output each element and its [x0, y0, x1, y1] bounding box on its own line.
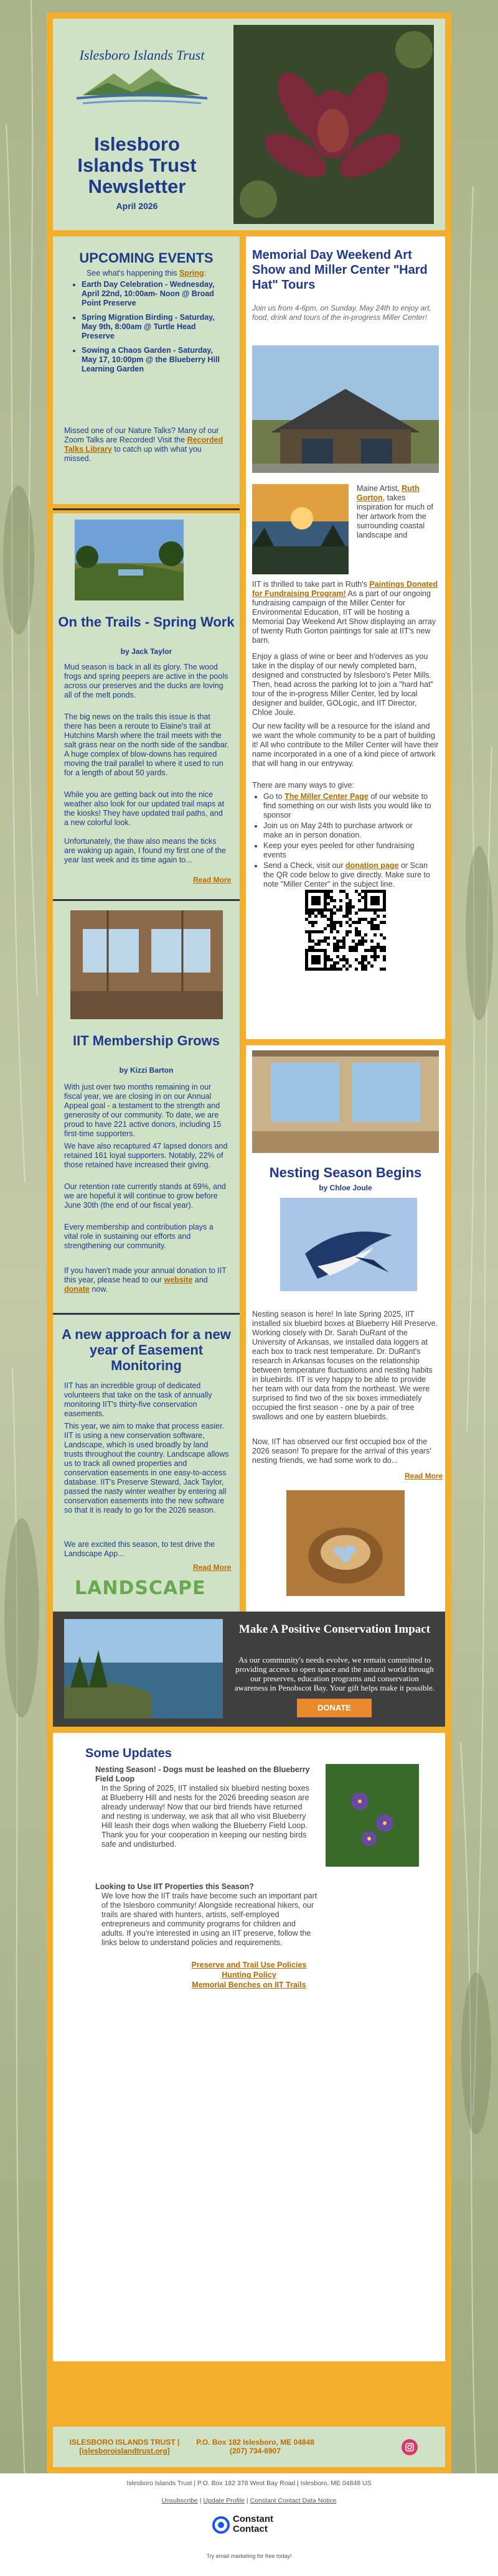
nesting-read-more-link[interactable]: Read More [405, 1472, 443, 1480]
memorial-para3: Our new facility will be a resource for the island and we want the whole community to be a part of building it! All who contribute to the Miller Center will have their name incorporated in a one of a kind piece of artwork that will hang in our entryway. [252, 722, 439, 768]
impact-title: Make A Positive Conservation Impact [238, 1623, 431, 1636]
nesting-para: Now, IIT has observed our first occupied box of the 2026 season! To prepare for the arrival of this years' nesting friends, we had some work to do... [252, 1437, 431, 1465]
update-item [95, 1765, 316, 1849]
cc-brand-line2: Contact [233, 2524, 268, 2534]
membership-section [53, 905, 240, 1372]
instagram-icon[interactable] [402, 2439, 418, 2455]
trails-byline: by Jack Taylor [120, 647, 172, 656]
divider [53, 899, 240, 901]
trails-para: While you are getting back out into the nice weather also look for our updated trail maps at the kiosks! They have updated trail paths, and a new colorful look. [64, 790, 225, 827]
paintings-program-link[interactable]: Paintings Donated for Fundraising Program! [252, 580, 438, 598]
footer-links: Unsubscribe | Update Profile | Constant Contact Data Notice [161, 2497, 337, 2504]
constant-contact-icon [212, 2516, 230, 2534]
donate-link[interactable]: donate [64, 1285, 90, 1294]
trails-para: Unfortunately, the thaw also means the ticks are waking up again, I found my first one of the year last week and its time again to... [64, 837, 226, 864]
impact-text: As our community's needs evolve, we remain committed to providing access to open space and the natural world through our preserves, education programs and conservation awareness in Penobscot Bay. Your gift helps make it possible. [234, 1655, 435, 1692]
event-item[interactable]: • Spring Migration Birding - Saturday, May 9th, 8:00am @ Turtle Head Preserve [82, 313, 226, 341]
cc-brand-line1: Constant [233, 2514, 273, 2524]
easement-para: We are excited this season, to test drive the Landscape App... [64, 1540, 215, 1558]
event-item[interactable]: • Earth Day Celebration - Wednesday, April 22nd, 10:00am- Noon @ Broad Point Preserve [82, 280, 226, 308]
upcoming-events-section [53, 236, 240, 504]
donation-page-link[interactable]: donation page [345, 861, 399, 870]
membership-para: With just over two months remaining in our fiscal year, we are closing in on our Annual Appeal goal - a testament to the strength and generosity of our community. To date, we are proud to have 221 active donors, including 15 first-time supporters. [64, 1083, 222, 1138]
contact-band [53, 2427, 445, 2467]
newsletter-body [53, 19, 445, 2467]
update-item [95, 1882, 425, 1948]
nest-box-photo [286, 1490, 405, 1596]
unsubscribe-link[interactable]: Unsubscribe [161, 2497, 198, 2504]
spring-events-link[interactable]: Spring [179, 269, 204, 278]
org-address-block [196, 2438, 314, 2455]
trails-read-more-link[interactable]: Read More [193, 875, 232, 884]
ways-item: • Keep your eyes peeled for other fundraising events [263, 841, 433, 860]
interior-window-photo [252, 1050, 439, 1153]
header-title-block [59, 134, 215, 211]
ruth-gorton-painting [252, 484, 349, 574]
ways-to-give-title: There are many ways to give: [252, 781, 354, 790]
update-body: We love how the IIT trails have become such an important part of the Islesboro community! Alongside recreational hikers, our trails are shared with hunters, artists, self-employed entrepreneurs and community programs for children and adults. If you're interested in using an IIT preserve, follow the links below to understand policies and requirements. [101, 1892, 317, 1947]
barn-photo [252, 345, 439, 473]
org-address: P.O. Box 182 Islesboro, ME 04848 [196, 2438, 314, 2447]
constant-contact-logo[interactable] [212, 2512, 286, 2549]
updates-section [53, 1733, 445, 2361]
trails-para: Mud season is back in all its glory. The wood frogs and spring peepers are active in the pools across our preserves and the ducks are loving all of the melt ponds. [64, 663, 228, 699]
ruth-gorton-link[interactable]: Ruth Gorton [357, 484, 420, 502]
newsletter-date: April 2026 [116, 201, 158, 211]
email-footer [0, 2473, 498, 2576]
footer-address: Islesboro Islands Trust | P.O. Box 182 378 West Bay Road | Islesboro, ME 04848 US [126, 2480, 372, 2487]
trail-photo [75, 520, 184, 600]
logo [70, 36, 214, 111]
recorded-talks-note [64, 426, 229, 464]
membership-donate-note: If you haven't made your annual donation to IIT this year, please head to our website and donate now. [64, 1266, 227, 1294]
swallow-photo [280, 1198, 417, 1291]
nesting-byline: by Chloe Joule [319, 1183, 372, 1192]
ways-item: • Send a Check, visit our donation page or Scan the QR code below to give directly. Make sure to note "Miller Center" in the subject line. [263, 861, 433, 889]
trail-use-policies-link[interactable]: Preserve and Trail Use Policies [191, 1961, 307, 1969]
easement-title: A new approach for a new year of Easement Monitoring [62, 1327, 231, 1373]
update-heading: Looking to Use IIT Properties this Season? [95, 1882, 254, 1891]
membership-title: IIT Membership Grows [73, 1033, 220, 1048]
coast-photo [64, 1619, 223, 1719]
easement-para: IIT has an incredible group of dedicated volunteers that take on the task of annually monitoring IIT's thirty-five conservation easements. [64, 1381, 212, 1418]
newsletter-title-line3: Newsletter [88, 175, 186, 197]
violet-flower-photo [326, 1764, 419, 1867]
divider [53, 508, 240, 510]
trails-para: The big news on the trails this issue is that there has been a reroute to Elaine's trail at Hutchins Marsh where the trail meets with the salt grass near on the north side of the sandbar. A huge complex of blow-downs has required moving the trail parallel to where it used to run for a length of about 50 yards. [64, 712, 229, 777]
easement-read-more-link[interactable]: Read More [193, 1563, 232, 1572]
org-website-link[interactable]: [islesboroislandtrust.org] [79, 2447, 170, 2455]
event-item[interactable]: • Sowing a Chaos Garden - Saturday, May 17, 10:00pm @ the Blueberry Hill Learning Garden [82, 346, 226, 374]
interior-photo [70, 910, 223, 1019]
ways-item: • Join us on May 24th to purchase artwork or make an in person donation. [263, 821, 433, 840]
update-body: In the Spring of 2025, IIT installed six bluebird nesting boxes at Blueberry Hill and nests for the 2026 breeding season are already underway! Now that our bird friends have returned and nesting is underway, we ask that all who visit Blueberry Hill leash their dogs when walking the Blueberry Field Loop. Thank you for your cooperation in keeping our nesting birds safe and undisturbed. [101, 1784, 310, 1849]
org-phone[interactable]: (207) 734-6907 [229, 2447, 281, 2455]
memorial-para1: IIT is thrilled to take part in Ruth's Paintings Donated for Fundraising Program! As a part of our ongoing fundraising campaign of the Miller Center for Environmental Education, IIT will be hosting a Memorial Day Weekend Art Show displaying an array of twenty Ruth Gorton paintings for sale at IIT's new barn. [252, 580, 438, 645]
ways-item: • Go to The Miller Center Page of our website to find something on our wish lists you would like to sponsor [263, 792, 433, 820]
upcoming-intro: See what's happening this Spring: [86, 269, 207, 278]
recorded-talks-text: Missed one of our Nature Talks? Many of our Zoom Talks are Recorded! Visit the [64, 426, 219, 444]
nesting-title: Nesting Season Begins [269, 1165, 422, 1180]
newsletter-title-line2: Islands Trust [77, 154, 197, 176]
memorial-day-section [246, 236, 445, 1039]
memorial-para2: Enjoy a glass of wine or beer and h'oderves as you take in the display of our newly completed barn, designed and constructed by Islesboro's Peter Mills. Then, head across the parking lot to join a "hard hat" tour of the in-progress Miller Center, led by local designer and builder, GOLogic, and IIT Director, Chloe Joule. [252, 652, 433, 717]
membership-para: Our retention rate currently stands at 69%, and we are hopeful it will continue to grow before June 30th (the end of our fiscal year). [64, 1182, 226, 1210]
upcoming-events-title: UPCOMING EVENTS [79, 250, 214, 266]
divider [53, 1313, 240, 1315]
donate-button[interactable]: DONATE [297, 1699, 372, 1717]
trails-title: On the Trails - Spring Work [58, 614, 235, 630]
memorial-benches-link[interactable]: Memorial Benches on IIT Trails [192, 1981, 306, 1989]
membership-byline: by Kizzi Barton [119, 1066, 174, 1075]
cc-tagline[interactable]: Try email marketing for free today! [206, 2553, 292, 2559]
pitcher-plant-photo [233, 25, 434, 224]
nesting-para: Nesting season is here! In late Spring 2025, IIT installed six bluebird boxes at Blueberry Hill Preserve. Working closely with Dr. Sarah DuRant of the University of Arkansas, we installed data loggers at each box to track nest temperature. Dr. DuRant's research in Arkansas focuses on the relationship between temperature fluctuations and nesting habits in bluebirds. IIT is very happy to be able to provide her team with our data from the northeast. We were surprised to find two of the six boxes immediately occupied the first season - one by a pair of tree swallows and one by eastern bluebirds. [252, 1310, 438, 1421]
recorded-talks-link[interactable]: Recorded Talks Library [64, 436, 223, 454]
policy-links [53, 1960, 445, 1990]
header-section [53, 19, 445, 230]
recorded-talks-suffix: to catch up with what you missed. [64, 445, 202, 463]
easement-para: This year, we aim to make that process easier. IIT is using a new conservation software, Landscape, which is used broadly by land trusts throughout the country. Landscape allows us to track all owned properties and conservation easements in one easy-to-access database. IIT's Preserve Steward, Jack Taylor, passed the nasty winter weather by entering all conservation easements into the new software so that it is ready to go for the 2026 season. [64, 1422, 229, 1514]
landscape-logo: LANDSCAPE [75, 1577, 206, 1599]
membership-para: We have also recaptured 47 lapsed donors and retained 161 loyal supporters. Notably, 22% of those retained have increased their giving. [64, 1142, 228, 1169]
updates-title: Some Updates [85, 1747, 172, 1760]
logo-text: Islesboro Islands Trust [79, 47, 205, 63]
org-name: ISLESBORO ISLANDS TRUST | [69, 2438, 180, 2447]
events-list [70, 280, 226, 379]
qr-code[interactable] [305, 890, 386, 971]
update-profile-link[interactable]: Update Profile [203, 2497, 245, 2504]
memorial-intro: Join us from 4-6pm, on Sunday, May 24th to enjoy art, food, drink and tours of the in-progress Miller Center! [252, 304, 431, 322]
hunting-policy-link[interactable]: Hunting Policy [222, 1971, 276, 1979]
org-name-block [59, 2438, 190, 2455]
impact-section [53, 1612, 445, 1727]
newsletter-title-line1: Islesboro [94, 133, 180, 155]
update-heading: Nesting Season! - Dogs must be leashed on the Blueberry Field Loop [95, 1765, 310, 1783]
memorial-title: Memorial Day Weekend Art Show and Miller Center "Hard Hat" Tours [252, 248, 428, 292]
miller-center-page-link[interactable]: The Miller Center Page [284, 792, 369, 801]
upcoming-intro-text: See what's happening this [86, 269, 177, 278]
website-link[interactable]: website [164, 1276, 193, 1284]
ways-to-give-list [252, 792, 433, 890]
data-notice-link[interactable]: Constant Contact Data Notice [250, 2497, 337, 2504]
artist-intro: Maine Artist, Ruth Gorton, takes inspiration for much of her artwork from the surrounding coastal landscape and [357, 484, 433, 539]
membership-para: Every membership and contribution plays a vital role in sustaining our efforts and strengthening our community. [64, 1223, 214, 1250]
